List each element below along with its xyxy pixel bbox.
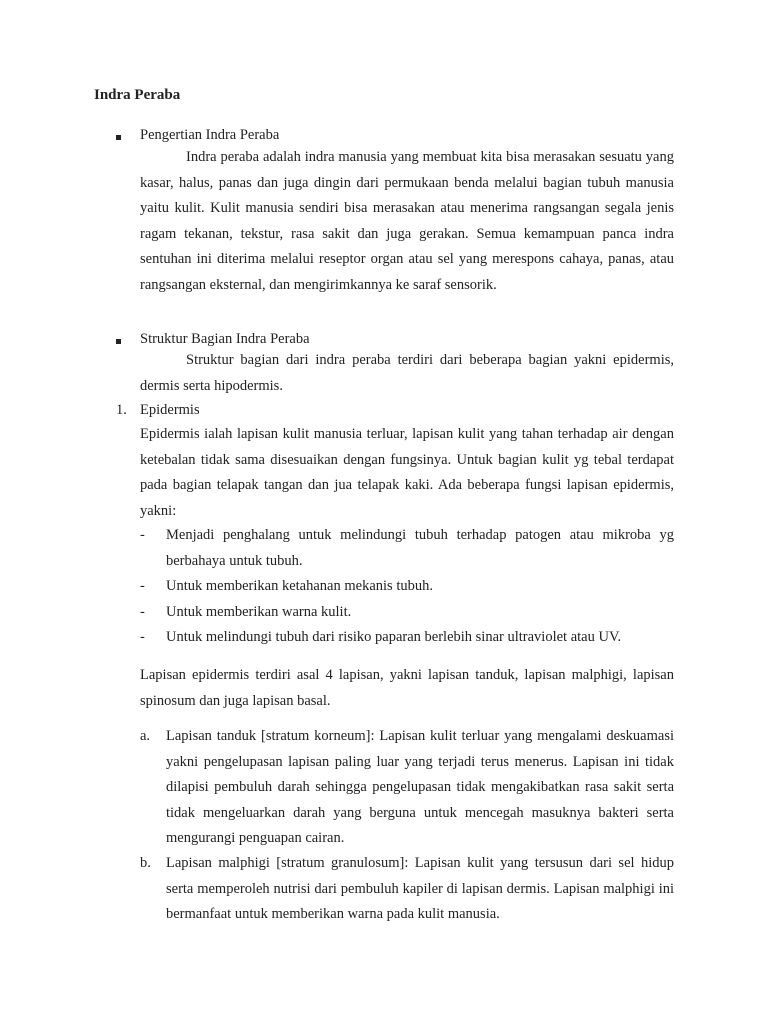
list-item	[140, 523, 674, 574]
dash-marker: -	[140, 527, 145, 543]
square-bullet-icon	[116, 339, 121, 344]
paragraph-epidermis: Epidermis ialah lapisan kulit manusia terluar, lapisan kulit yang tahan terhadap air dengan ketebalan tidak sama disesuaikan dengan fungsinya. Untuk bagian kulit yg tebal terdapat pada bagian telapak tangan dan jua telapak kaki. Ada beberapa fungsi lapisan epidermis, yakni:	[140, 426, 674, 519]
list-item-text: Menjadi penghalang untuk melindungi tubuh terhadap patogen atau mikroba yg berbahaya untuk tubuh.	[166, 527, 674, 569]
paragraph-pengertian: Indra peraba adalah indra manusia yang membuat kita bisa merasakan sesuatu yang kasar, halus, panas dan juga dingin dari permukaan benda melalui bagian tubuh manusia yaitu kulit. Kulit manusia sendiri bisa merasakan atau menerima rangsangan segala jenis ragam tekanan, tekstur, rasa sakit dan juga gerakan. Semua kemampuan panca indra sentuhan ini diterima melalui reseptor organ atau sel yang merespons cahaya, panas, atau rangsangan eksternal, dan mengirimkannya ke saraf sensorik.	[140, 149, 674, 293]
list-item-text: Untuk melindungi tubuh dari risiko paparan berlebih sinar ultraviolet atau UV.	[166, 629, 622, 645]
list-item-text: Untuk memberikan warna kulit.	[166, 604, 352, 620]
list-item	[140, 625, 674, 651]
list-item	[140, 600, 674, 626]
dash-marker: -	[140, 578, 145, 594]
list-item-text: Untuk memberikan ketahanan mekanis tubuh.	[166, 578, 433, 594]
square-bullet-icon	[116, 135, 121, 140]
document-title: Indra Peraba	[94, 87, 181, 103]
paragraph-struktur: Struktur bagian dari indra peraba terdiri dari beberapa bagian yakni epidermis, dermis serta hipodermis.	[140, 352, 674, 394]
subsection-heading-epidermis: Epidermis	[140, 402, 200, 418]
section-heading-label: Struktur Bagian Indra Peraba	[140, 331, 310, 347]
dash-marker: -	[140, 629, 145, 645]
alpha-marker: b.	[140, 855, 151, 871]
list-item	[140, 851, 674, 928]
list-item-text: Lapisan malphigi [stratum granulosum]: Lapisan kulit yang tersusun dari sel hidup serta memperoleh nutrisi dari pembuluh kapiler di lapisan dermis. Lapisan malphigi ini bermanfaat untuk memberikan warna pada kulit manusia.	[166, 855, 674, 922]
list-item-text: Lapisan tanduk [stratum korneum]: Lapisan kulit terluar yang mengalami deskuamasi yakni pengelupasan lapisan paling luar yang terjadi terus menerus. Lapisan ini tidak dilapisi pembuluh darah sehingga pengelupasan tidak mengakibatkan rasa sakit serta tidak mengeluarkan darah yang berguna untuk mencegah masuknya bakteri serta mengurangi penguapan cairan.	[166, 728, 674, 846]
list-item	[140, 574, 674, 600]
list-number: 1.	[116, 402, 127, 418]
section-heading-label: Pengertian Indra Peraba	[140, 127, 280, 143]
dash-marker: -	[140, 604, 145, 620]
paragraph-layers-intro: Lapisan epidermis terdiri asal 4 lapisan, yakni lapisan tanduk, lapisan malphigi, lapisan spinosum dan juga lapisan basal.	[140, 667, 674, 709]
list-item	[140, 724, 674, 852]
alpha-marker: a.	[140, 728, 151, 744]
